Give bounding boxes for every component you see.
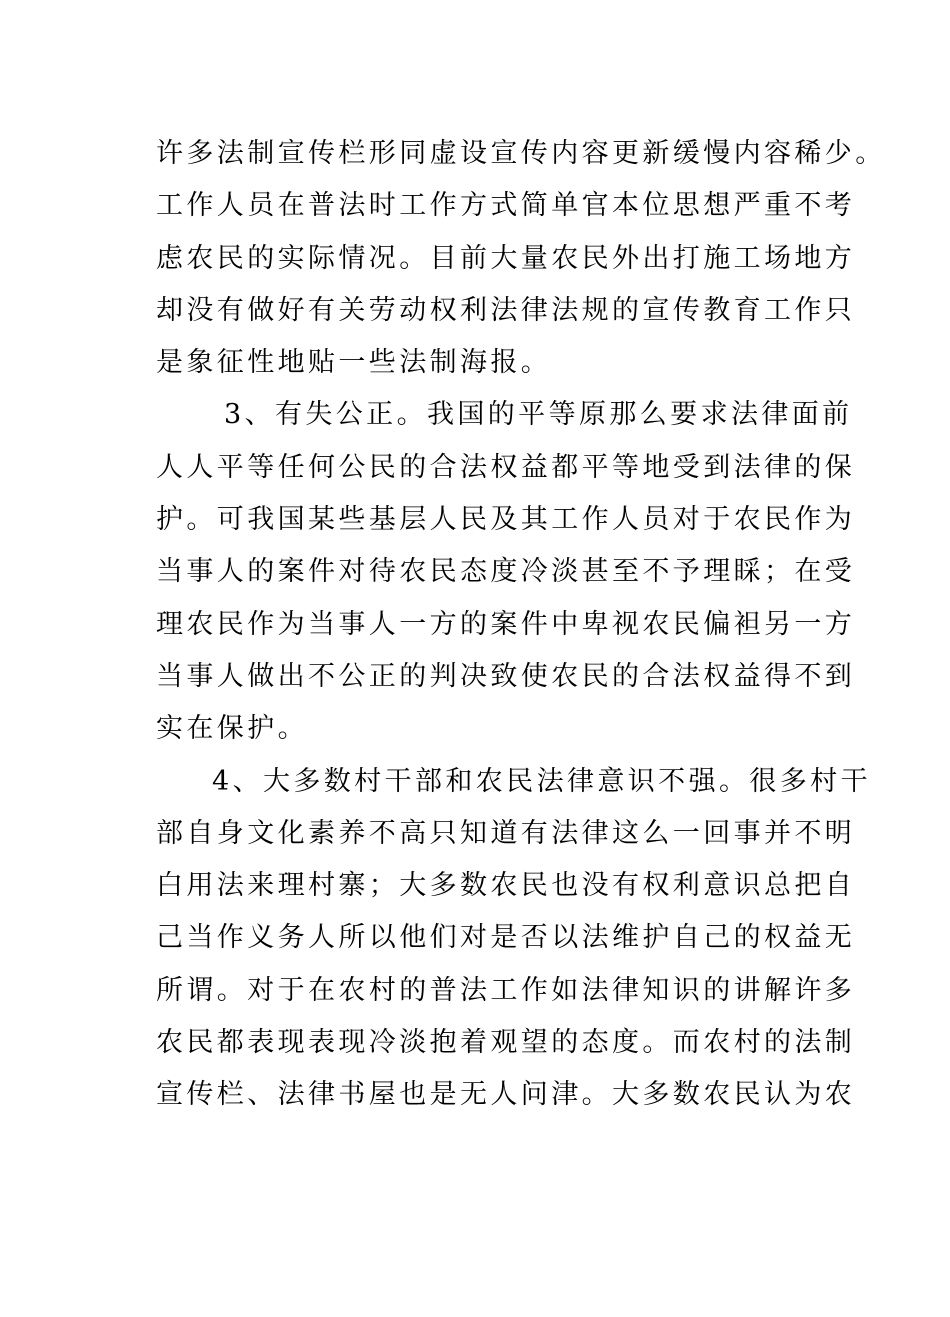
text-line: 所谓。对于在农村的普法工作如法律知识的讲解许多 bbox=[156, 974, 856, 1006]
paragraph-4-first-line: 4、大多数村干部和农民法律意识不强。很多村干 bbox=[212, 765, 871, 797]
text-line: 当事人的案件对待农民态度冷淡甚至不予理睬；在受 bbox=[156, 556, 856, 588]
text-line: 虑农民的实际情况。目前大量农民外出打施工场地方 bbox=[156, 242, 856, 274]
text-line: 许多法制宣传栏形同虚设宣传内容更新缓慢内容稀少。 bbox=[156, 138, 886, 169]
text-line: 理农民作为当事人一方的案件中卑视农民偏袒另一方 bbox=[156, 608, 856, 640]
text-line: 当事人做出不公正的判决致使农民的合法权益得不到 bbox=[156, 660, 856, 692]
document-body bbox=[156, 128, 886, 1122]
text-line: 白用法来理村寨；大多数农民也没有权利意识总把自 bbox=[156, 870, 856, 902]
paragraph-3-first-line: 3、有失公正。我国的平等原那么要求法律面前 bbox=[224, 399, 853, 431]
text-line: 农民都表现表现冷淡抱着观望的态度。而农村的法制 bbox=[156, 1027, 856, 1059]
text-line: 工作人员在普法时工作方式简单官本位思想严重不考 bbox=[156, 190, 856, 222]
text-line: 部自身文化素养不高只知道有法律这么一回事并不明 bbox=[156, 817, 856, 849]
text-line: 却没有做好有关劳动权利法律法规的宣传教育工作只 bbox=[156, 294, 856, 326]
text-line: 宣传栏、法律书屋也是无人问津。大多数农民认为农 bbox=[156, 1079, 856, 1111]
text-line: 实在保护。 bbox=[156, 713, 308, 745]
text-line: 是象征性地贴一些法制海报。 bbox=[156, 347, 552, 379]
text-line: 护。可我国某些基层人民及其工作人员对于农民作为 bbox=[156, 504, 856, 536]
text-line: 人人平等任何公民的合法权益都平等地受到法律的保 bbox=[156, 451, 856, 483]
text-line: 己当作义务人所以他们对是否以法维护自己的权益无 bbox=[156, 922, 856, 954]
